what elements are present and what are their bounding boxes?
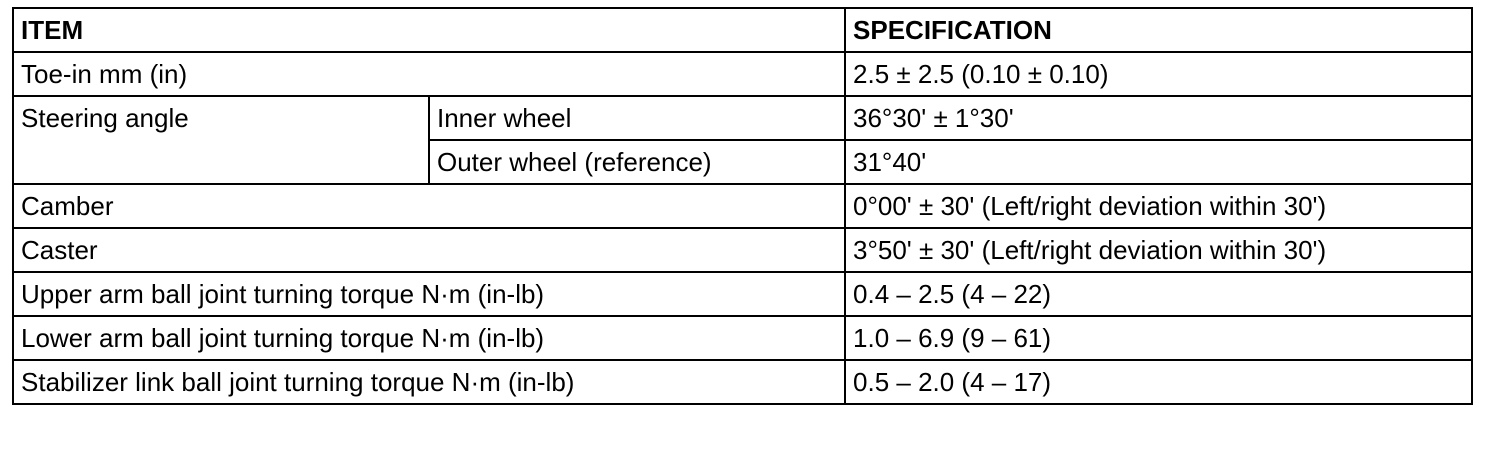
upper-arm-spec: 0.4 – 2.5 (4 – 22) (845, 272, 1472, 316)
lower-arm-item: Lower arm ball joint turning torque N·m (in-lb) (13, 316, 845, 360)
inner-wheel-label: Inner wheel (429, 96, 845, 140)
header-item: ITEM (13, 8, 845, 52)
inner-wheel-spec: 36°30' ± 1°30' (845, 96, 1472, 140)
toe-in-spec: 2.5 ± 2.5 (0.10 ± 0.10) (845, 52, 1472, 96)
table-row (13, 52, 1472, 96)
table-header-row (13, 8, 1472, 52)
table-row (13, 316, 1472, 360)
table-row (13, 184, 1472, 228)
table-row (13, 360, 1472, 404)
stabilizer-item: Stabilizer link ball joint turning torque N·m (in-lb) (13, 360, 845, 404)
toe-in-item: Toe-in mm (in) (13, 52, 845, 96)
table-row (13, 272, 1472, 316)
outer-wheel-label: Outer wheel (reference) (429, 140, 845, 184)
camber-item: Camber (13, 184, 845, 228)
camber-spec: 0°00' ± 30' (Left/right deviation within 30') (845, 184, 1472, 228)
outer-wheel-spec: 31°40' (845, 140, 1472, 184)
table-row (13, 96, 1472, 140)
lower-arm-spec: 1.0 – 6.9 (9 – 61) (845, 316, 1472, 360)
stabilizer-spec: 0.5 – 2.0 (4 – 17) (845, 360, 1472, 404)
caster-item: Caster (13, 228, 845, 272)
specification-table (12, 7, 1473, 405)
header-specification: SPECIFICATION (845, 8, 1472, 52)
upper-arm-item: Upper arm ball joint turning torque N·m (in-lb) (13, 272, 845, 316)
caster-spec: 3°50' ± 30' (Left/right deviation within 30') (845, 228, 1472, 272)
table-row (13, 228, 1472, 272)
steering-angle-item: Steering angle (13, 96, 429, 184)
